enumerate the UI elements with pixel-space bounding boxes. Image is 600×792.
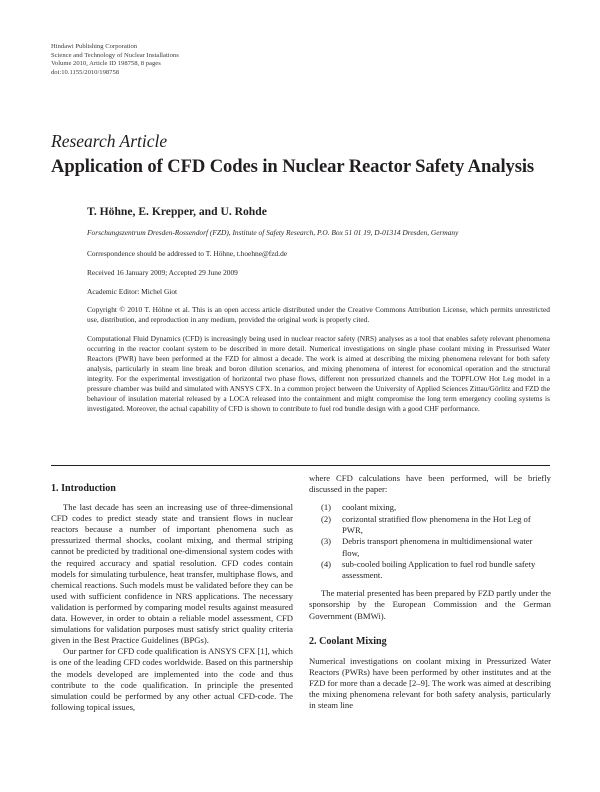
doi-line[interactable]: doi:10.1155/2010/198758 (51, 68, 120, 76)
material-paragraph: The material presented has been prepared by FZD partly under the sponsorship by the European Commission and the German Government (BMWi). (309, 588, 551, 621)
list-item: (1) coolant mixing, (321, 502, 397, 513)
journal-name: Science and Technology of Nuclear Installations (51, 51, 179, 59)
academic-editor: Academic Editor: Michel Giot (87, 287, 178, 296)
list-item: (3) Debris transport phenomena in multidimensional water flow, (321, 536, 533, 558)
section-heading-introduction: 1. Introduction (51, 483, 116, 494)
paper-title: Application of CFD Codes in Nuclear Reactor Safety Analysis (51, 156, 535, 177)
topic-list (309, 502, 551, 581)
section-heading-coolant-mixing: 2. Coolant Mixing (309, 635, 387, 647)
article-type: Research Article (51, 131, 168, 151)
volume-line: Volume 2010, Article ID 198758, 8 pages (51, 60, 161, 68)
received-dates: Received 16 January 2009; Accepted 29 June 2009 (87, 268, 238, 277)
mixing-paragraph: Numerical investigations on coolant mixing in Pressurized Water Reactors (PWRs) have been performed by other institutes and at the FZD for more than a decade [2–9]. The work was aimed at describing the mixing phenomena relevant for both safety analysis, particularly in steam line (309, 655, 551, 711)
intro-paragraph-continued: where CFD calculations have been performed, will be briefly discussed in the paper: (309, 473, 551, 495)
affiliation: Forschungszentrum Dresden-Rossendorf (FZD), Institute of Safety Research, P.O. Box 51 01 19, D-01314 Dresden, Germany (87, 228, 459, 237)
left-column (51, 483, 293, 713)
abstract: Computational Fluid Dynamics (CFD) is increasingly being used in nuclear reactor safety (NRS) analyses as a tool that enables safety relevant phenomena occurring in the reactor coolant system to be described in more detail. Numerical investigations on single phase coolant mixing in Pressurised Water Reactors (PWR) have been performed at the FZD for almost a decade. The work is aimed at describing the mixing phenomena relevant for both safety analysis, particularly in steam line break and boron dilution scenarios, and mixing phenomena of interest for economical operation and the structural integrity. For the experimental investigation of horizontal two phase flows, different non pressurized channels and the TOPFLOW Hot Leg model in a pressure chamber was build and simulated with ANSYS CFX. In a common project between the University of Applied Sciences Zittau/Görlitz and FZD the behaviour of insulation material released by a LOCA released into the containment and might compromise the long term emergency cooling systems is investigated. Moreover, the actual capability of CFD is shown to contribute to fuel rod bundle design with a good CHF performance. (87, 334, 550, 413)
publisher-line: Hindawi Publishing Corporation (51, 43, 138, 50)
copyright-notice: Copyright © 2010 T. Höhne et al. This is an open access article distributed under the Creative Commons Attribution License, which permits unrestricted use, distribution, and reproduction in any medium, provided the original work is properly cited. (87, 305, 550, 324)
list-item: (2) corizontal stratified flow phenomena in the Hot Leg of PWR, (321, 513, 531, 535)
section-divider (51, 465, 550, 466)
correspondence: Correspondence should be addressed to T. Höhne, t.hoehne@fzd.de (87, 249, 288, 258)
list-item: (4) sub-cooled boiling Application to fuel rod bundle safety assessment. (321, 559, 536, 581)
intro-paragraph-2: Our partner for CFD code qualification is ANSYS CFX [1], which is one of the leading CFD codes worldwide. Based on this partnership the models developed are implemented into the code and thus contribute to the code qualification. In principle the presented simulation could be performed by any other actual CFD-code. The following topical issues, (51, 646, 293, 712)
intro-paragraph-1: The last decade has seen an increasing use of three-dimensional CFD codes to predict steady state and transient flows in nuclear reactors because a number of important phenomena such as pressurized thermal shocks, coolant mixing, and thermal striping cannot be predicted by traditional one-dimensional system codes with the required accuracy and spatial resolution. CFD codes contain models for simulating turbulence, heat transfer, multiphase flows, and chemical reactions. Such models must be validated before they can be used with sufficient confidence in NRS applications. The necessary validation is performed by comparing model results against measured data. However, in order to obtain a reliable model assessment, CFD simulations for validation purposes must satisfy strict quality criteria given in the Best Practice Guidelines (BPGs). (51, 502, 293, 646)
right-column (309, 473, 551, 711)
author-list: T. Höhne, E. Krepper, and U. Rohde (87, 205, 267, 218)
journal-header (51, 43, 179, 77)
